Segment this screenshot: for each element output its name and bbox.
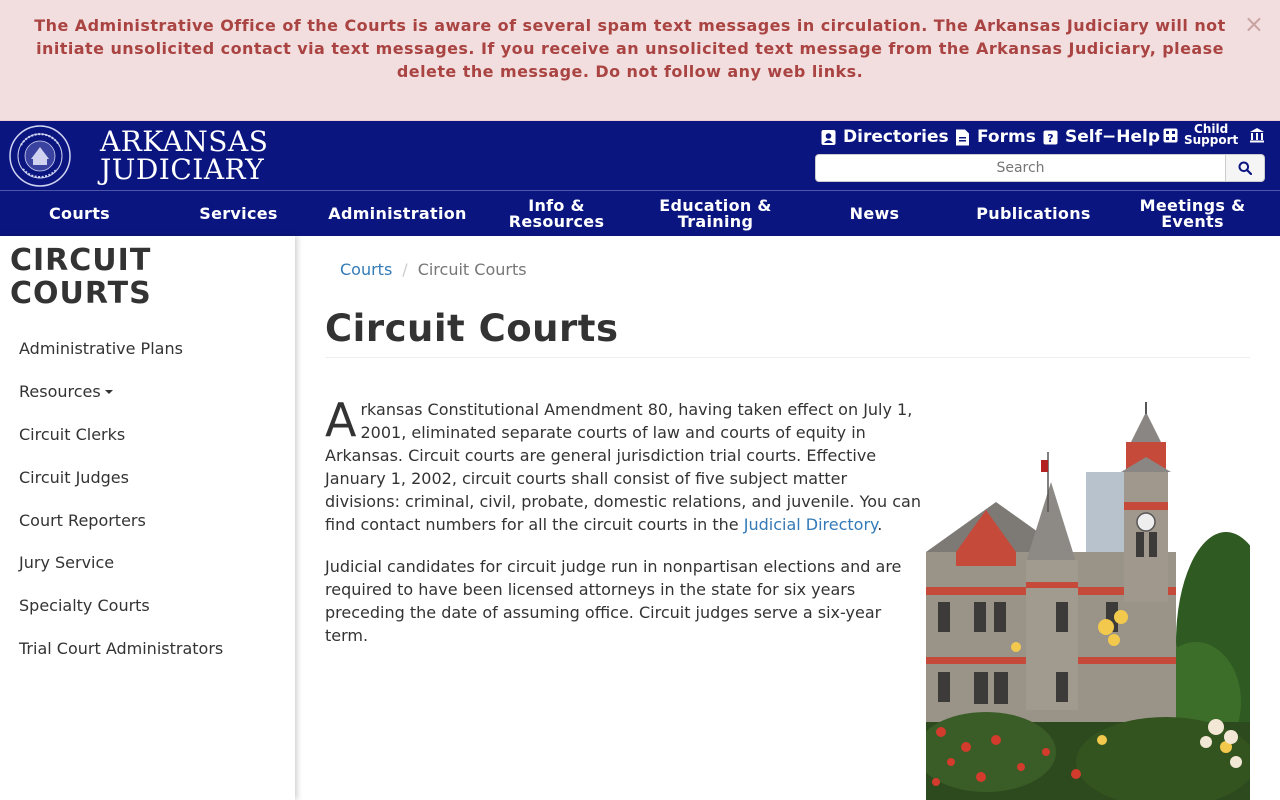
alert-message: The Administrative Office of the Courts is aware of several spam text messages in circulation. The Arkansas Judiciary will not initiate unsolicited contact via text messages. If you receive an unsolicited text message from the Arkansas Judiciary, please delete the message. Do not follow any web links. [34,16,1226,81]
nav-services[interactable]: Services [199,203,278,223]
document-icon [955,129,970,146]
child-support-line1: Child [1194,122,1229,136]
courthouse-icon[interactable] [1249,127,1265,143]
supreme-court-seal-icon[interactable] [9,125,71,187]
breadcrumb [340,260,527,279]
candidates-paragraph: Judicial candidates for circuit judge run in nonpartisan elections and are required to have been licensed attorneys in the state for six years preceding the date of assuming office. Circuit judges serve a six-year term. [325,557,902,645]
directories-link[interactable] [821,125,949,149]
question-icon [1043,129,1058,146]
contact-card-icon [821,129,836,146]
sidebar-item-circuit-judges[interactable]: Circuit Judges [19,467,129,487]
nav-meetings-events[interactable]: Meetings & Events [1139,195,1246,231]
sidebar-menu [19,328,223,671]
directories-label: Directories [843,127,949,147]
forms-link[interactable] [955,125,1036,149]
page-title: Circuit Courts [325,307,619,350]
self-help-label: Self−Help [1065,127,1160,147]
child-support-label [1184,124,1238,146]
close-icon[interactable]: × [1243,10,1264,38]
nav-courts[interactable]: Courts [49,203,110,223]
sidebar [0,236,295,800]
child-support-line2: Support [1184,133,1239,147]
sidebar-item-resources[interactable] [19,371,223,414]
site-logo-text[interactable] [100,125,269,186]
search-button[interactable] [1225,154,1265,182]
breadcrumb-separator: / [402,260,408,279]
caret-down-icon [105,390,113,394]
search-bar [815,154,1265,182]
intro-end: . [877,515,883,534]
brand-line-2: JUDICIARY [100,153,265,186]
sidebar-item-label: Resources [19,381,101,401]
breadcrumb-current: Circuit Courts [417,260,527,279]
self-help-link[interactable] [1043,125,1160,149]
search-input[interactable] [815,154,1226,182]
title-divider [325,357,1250,358]
nav-publications[interactable]: Publications [976,203,1091,223]
sidebar-item-trial-court-administrators[interactable]: Trial Court Administrators [19,639,224,659]
calculator-icon [1163,128,1178,143]
courthouse-photo [926,402,1250,800]
judicial-directory-link[interactable]: Judicial Directory [743,515,878,534]
forms-label: Forms [977,127,1036,147]
child-support-link[interactable] [1163,124,1265,146]
intro-text: rkansas Constitutional Amendment 80, having taken effect on July 1, 2001, eliminated separate courts of law and courts of equity in Arkansas. Circuit courts are general jurisdiction trial courts. Effective January 1, 2002, circuit courts shall consist of five subject matter divisions: criminal, civil, probate, domestic relations, and juvenile. You can find contact numbers for all the circuit courts in the [325,400,921,534]
sidebar-item-specialty-courts[interactable]: Specialty Courts [19,596,150,616]
site-header [0,121,1280,190]
brand-line-1: ARKANSAS [100,125,269,158]
sidebar-item-circuit-clerks[interactable]: Circuit Clerks [19,424,126,444]
search-icon [1238,161,1252,175]
svg-text:?: ? [1047,131,1054,145]
spam-alert-banner [0,0,1280,121]
breadcrumb-courts-link[interactable]: Courts [340,260,393,279]
intro-paragraph [325,393,925,536]
sidebar-title: CIRCUIT COURTS [10,243,152,311]
nav-education-training[interactable]: Education & Training [659,195,772,231]
sidebar-item-court-reporters[interactable]: Court Reporters [19,510,146,530]
sidebar-item-jury-service[interactable]: Jury Service [19,553,115,573]
nav-info-resources[interactable]: Info & Resources [508,195,605,231]
drop-cap: A [325,393,357,447]
sidebar-item-administrative-plans[interactable]: Administrative Plans [19,339,183,358]
nav-administration[interactable]: Administration [328,203,467,223]
nav-news[interactable]: News [849,203,900,223]
main-nav [0,190,1280,236]
